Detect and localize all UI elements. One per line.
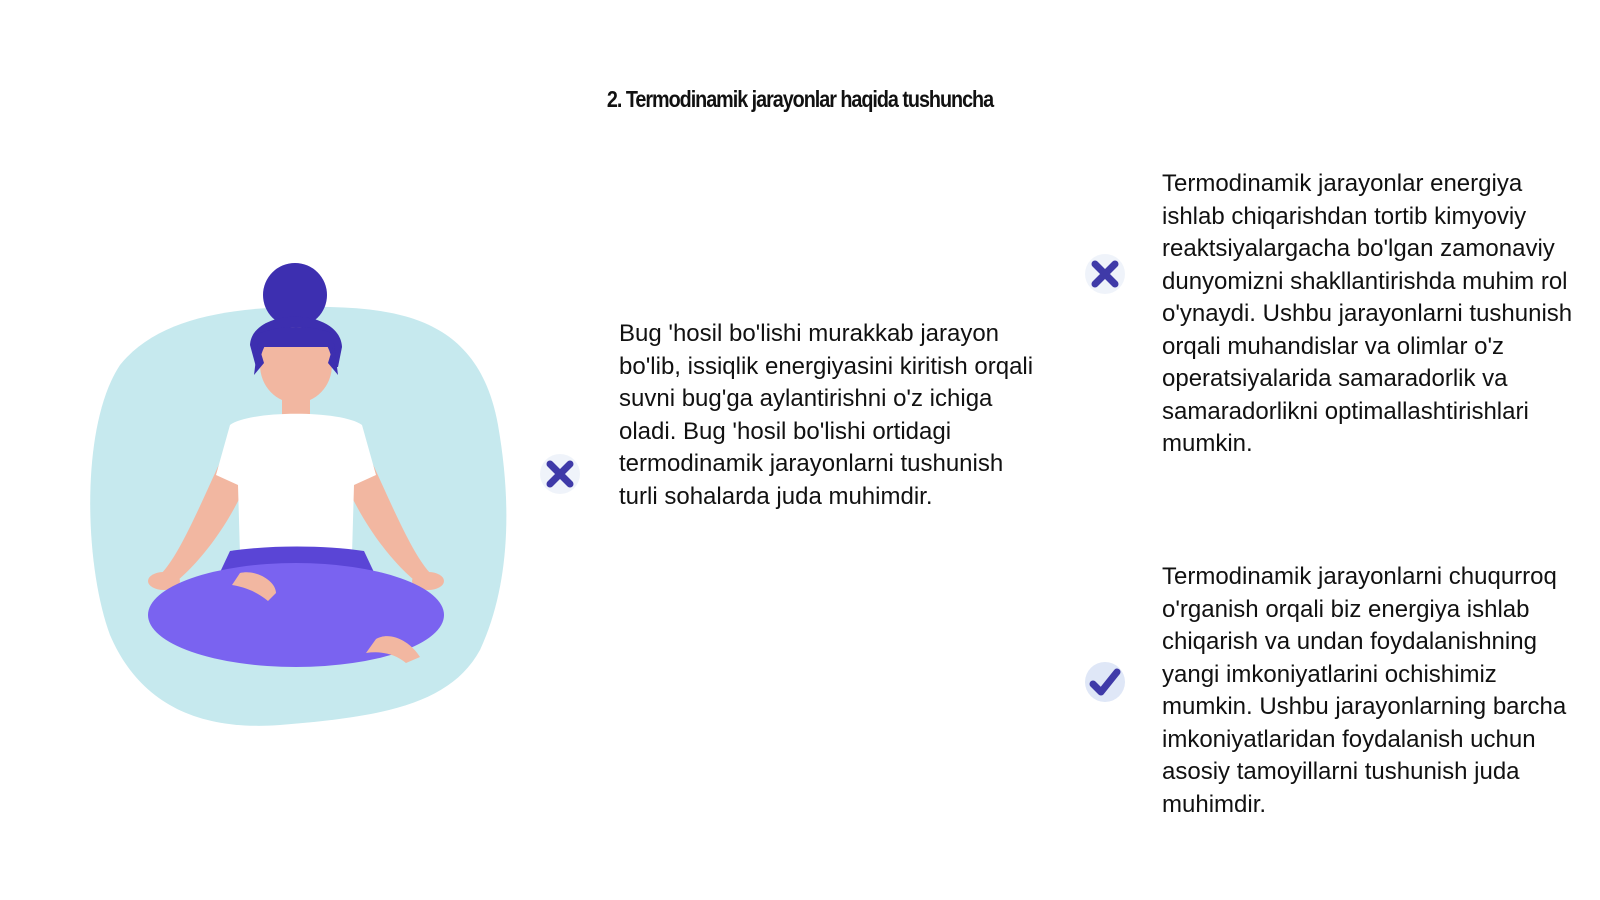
checkmark-icon [1083,660,1127,704]
meditation-illustration [80,255,520,735]
page-title: 2. Termodinamik jarayonlar haqida tushuncha [606,86,994,112]
shirt [216,414,376,555]
cross-icon [538,452,582,496]
cross-icon [1083,252,1127,296]
item-text: Termodinamik jarayonlarni chuqurroq o'rganish orqali biz energiya ishlab chiqarish va undan foydalanishning yangi imkoniyatlarini ochishimiz mumkin. Ushbu jarayonlarning barcha imkoniyatlaridan foydalanish uchun asosiy tamoyillarni tushunish juda muhimdir. [1162,563,1567,818]
item-text: Bug 'hosil bo'lishi murakkab jarayon bo'lib, issiqlik energiyasini kiritish orqali suvni bug'ga aylantirishni o'z ichiga oladi. Bug 'hosil bo'lishi ortidagi termodinamik jarayonlarni tushunish turli sohalarda juda muhimdir. [619,320,1034,510]
item-text: Termodinamik jarayonlar energiya ishlab chiqarishdan tortib kimyoviy reaktsiyalargacha bo'lgan zamonaviy dunyomizni shakllantirishda muhim rol o'ynaydi. Ushbu jarayonlarni tushunish orqali muhandislar va olimlar o'z operatsiyalarida samaradorlik va samaradorlikni optimallashtirishlari mumkin. [1162,170,1573,457]
